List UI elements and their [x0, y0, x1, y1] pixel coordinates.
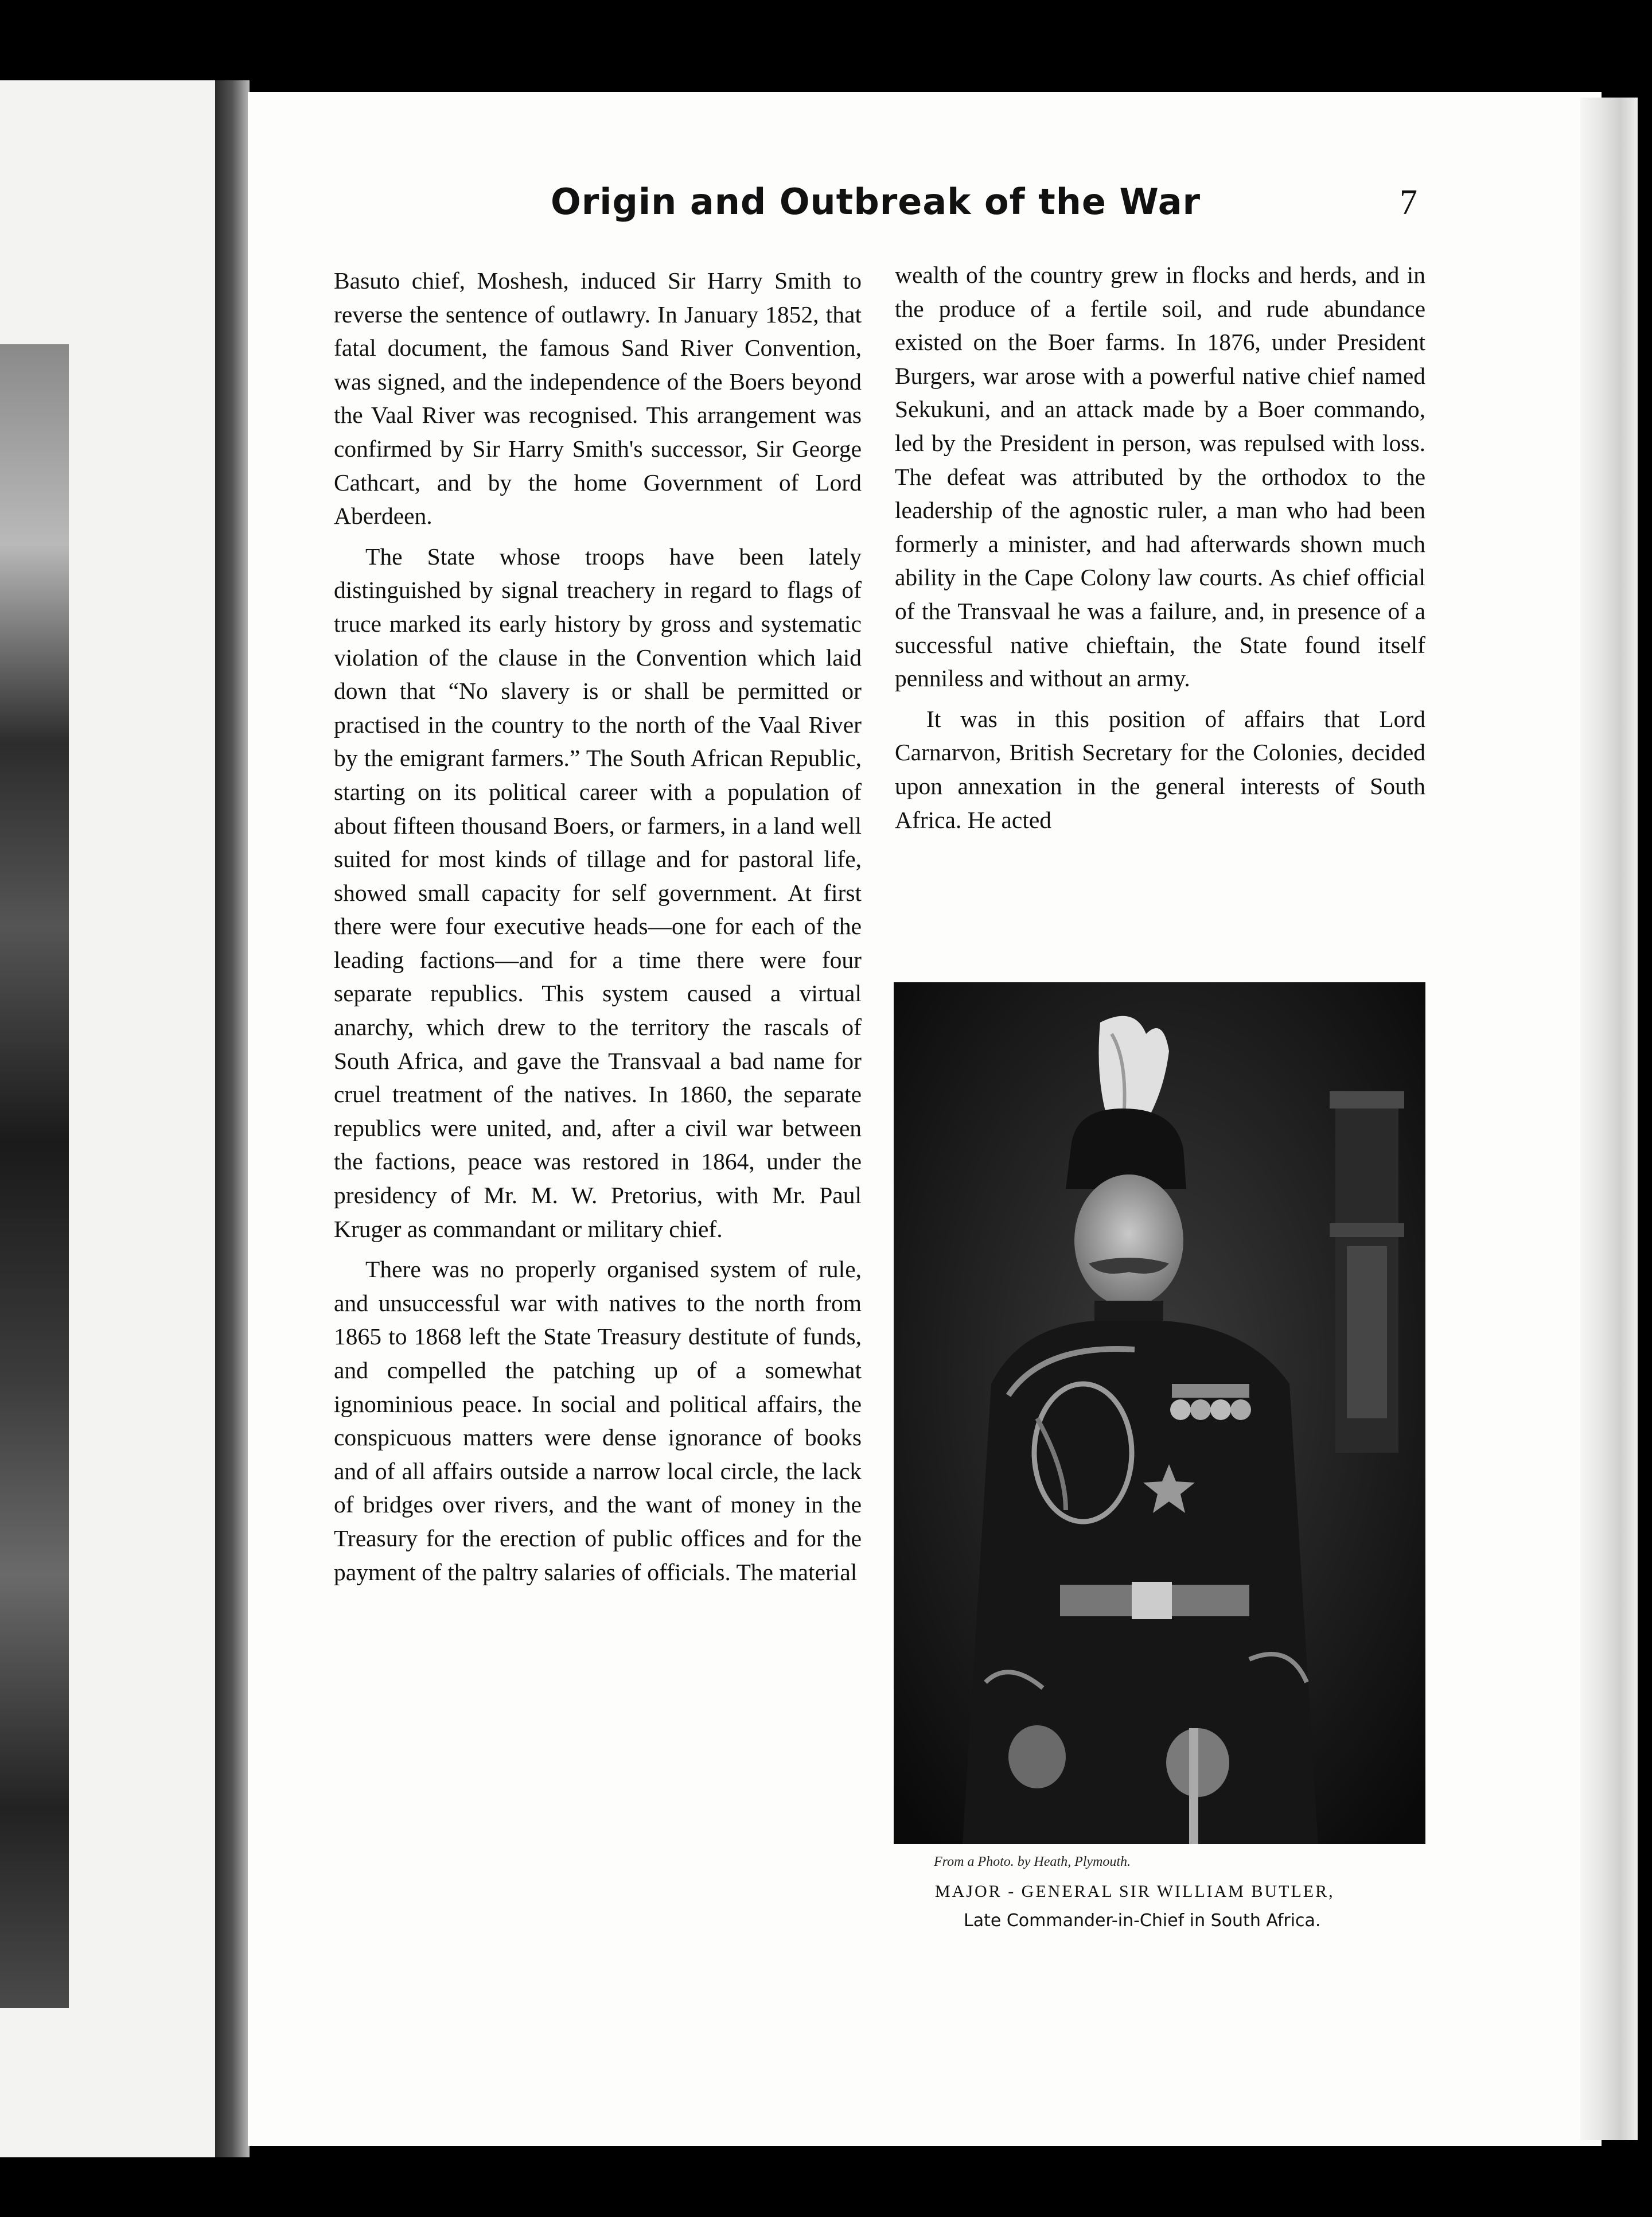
running-head: Origin and Outbreak of the War — [551, 181, 1201, 223]
paragraph: There was no properly organised system of rule, and unsuccessful war with natives to the north from 1865 to 1868 left the State Treasury destitute of funds, and compelled the patching up of a somewhat ignominious peace. In social and political affairs, the conspicuous matters were dense ignorance of books and of all affairs outside a narrow local circle, the lack of bridges over rivers, and the want of money in the Treasury for the erection of public offices and for the payment of the paltry salaries of officials. The material — [334, 1256, 862, 1585]
caption-name: MAJOR - GENERAL SIR WILLIAM BUTLER, — [935, 1882, 1335, 1901]
portrait-illustration — [894, 982, 1425, 1844]
paragraph: The State whose troops have been lately distinguished by signal treachery in regard to flags of truce marked its early history by gross and systematic violation of the clause in the Convention which laid down that “No slavery is or shall be permitted or practised in the country to the north of the Vaal River by the emigrant farmers.” The South African Republic, starting on its political career with a population of about fifteen thousand Boers, or farmers, in a land well suited for most kinds of tillage and for pastoral life, showed small capacity for self government. At first there were four executive heads—one for each of the leading factions—and for a time there were four separate republics. This system caused a virtual anarchy, which drew to the territory the rascals of South Africa, and gave the Transvaal a bad name for cruel treatment of the natives. In 1860, the separate republics were united, and, after a civil war between the factions, peace was restored in 1864, under the presidency of Mr. M. W. Pretorius, with Mr. Paul Kruger as commandant or military chief. — [334, 543, 862, 1242]
paragraph: Basuto chief, Moshesh, induced Sir Harry Smith to reverse the sentence of outlawry. In January 1852, that fatal document, the famous Sand River Convention, was signed, and the independence of the Boers beyond the Vaal River was recognised. This arrangement was confirmed by Sir Harry Smith's successor, Sir George Cathcart, and by the home Government of Lord Aberdeen. — [334, 267, 862, 530]
portrait-photo — [894, 982, 1425, 1844]
paragraph: It was in this position of affairs that Lord Carnarvon, British Secretary for the Colonies, decided upon annexation in the general interests of South Africa. He acted — [895, 705, 1425, 833]
paragraph: wealth of the country grew in flocks and herds, and in the produce of a fertile soil, and rude abundance existed on the Boer farms. In 1876, under President Burgers, war arose with a powerful native chief named Sekukuni, and an attack made by a Boer commando, led by the President in person, was repulsed with loss. The defeat was attributed by the orthodox to the leadership of the agnostic ruler, a man who had been formerly a minister, and had afterwards shown much ability in the Cape Colony law courts. As chief official of the Transvaal he was a failure, and, in presence of a successful native chieftain, the State found itself penniless and without an army. — [895, 262, 1425, 692]
page-number: 7 — [1400, 183, 1417, 222]
left-text-column — [334, 264, 862, 1589]
right-text-column — [895, 258, 1425, 837]
page-stack-edge — [1580, 98, 1638, 2140]
previous-page-edge — [0, 80, 215, 2157]
photo-credit: From a Photo. by Heath, Plymouth. — [934, 1854, 1131, 1869]
previous-page-photo — [0, 344, 69, 2008]
book-gutter — [215, 80, 250, 2157]
caption-title: Late Commander-in-Chief in South Africa. — [964, 1911, 1321, 1931]
